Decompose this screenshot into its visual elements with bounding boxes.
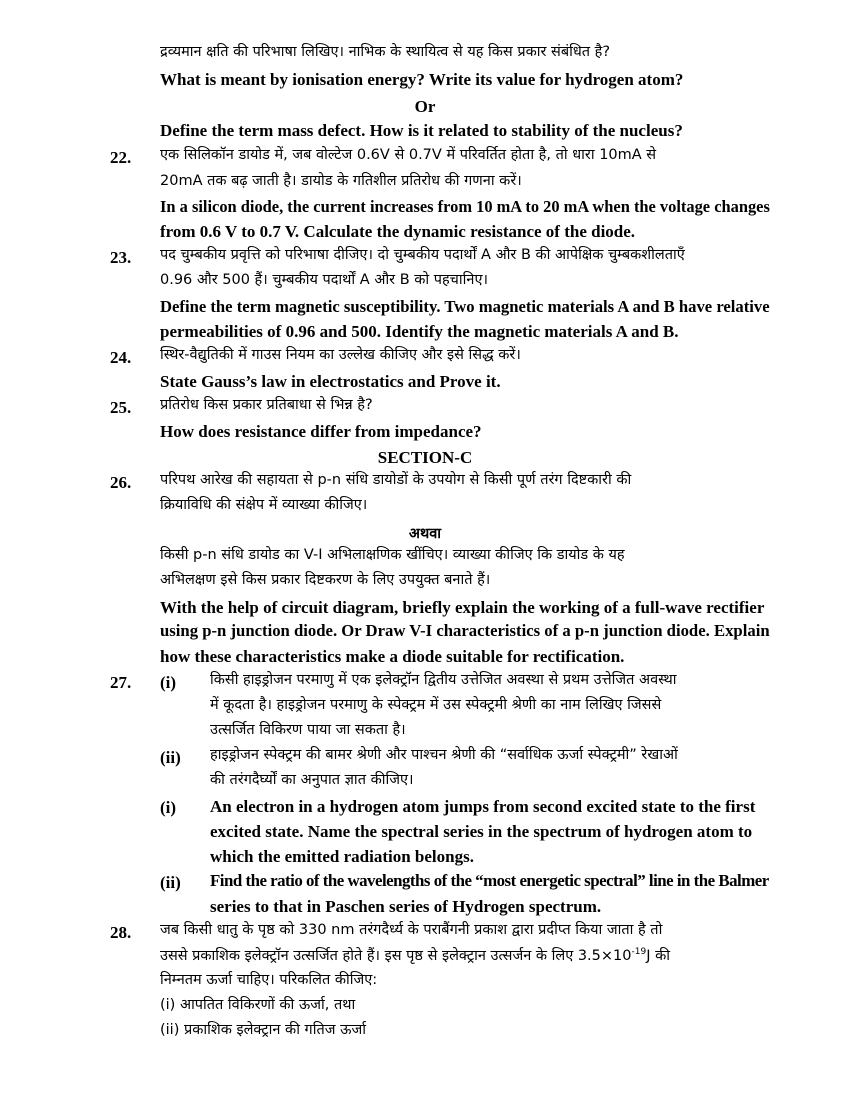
q27-sub-ii-hindi: (ii) [160,748,181,767]
q23-english-line2: permeabilities of 0.96 and 500. Identify the magnetic materials A and B. [160,322,679,341]
q27-hindi-i-line2: में कूदता है। हाइड्रोजन परमाणु के स्पेक्ट्रम में उस स्पेक्ट्रमी श्रेणी का नाम लिखिए जिससे [210,697,662,713]
q27-hindi-i-line3: उत्सर्जित विकिरण पाया जा सकता है। [210,722,406,738]
q26-english-line1: With the help of circuit diagram, briefly explain the working of a full-wave rectifier [160,598,765,617]
q23-number: 23. [110,248,132,267]
q25-number: 25. [110,398,132,417]
q28-hindi-line2 [160,948,670,963]
q28-hindi-line4: (i) आपतित विकिरणों की ऊर्जा, तथा [160,997,356,1013]
q22-number: 22. [110,148,132,167]
q27-hindi-ii-line1: हाइड्रोजन स्पेक्ट्रम की बामर श्रेणी और पाश्चन श्रेणी की “सर्वाधिक ऊर्जा स्पेक्ट्रमी” रेखाओं [210,747,678,763]
q27-english-ii-line2: series to that in Paschen series of Hydrogen spectrum. [210,897,602,916]
q27-number: 27. [110,673,132,692]
q26-hindi-line4: अभिलक्षण इसे किस प्रकार दिष्टकरण के लिए उपयुक्त बनाते हैं। [160,572,491,588]
q23-hindi-line2: 0.96 और 500 हैं। चुम्बकीय पदार्थों A और B को पहचानिए। [160,272,488,288]
q26-athva-label: अथवा [408,526,442,542]
q26-hindi-line2: क्रियाविधि की संक्षेप में व्याख्या कीजिए। [160,497,368,513]
q26-hindi-line3: किसी p-n संधि डायोड का V-I अभिलाक्षणिक खींचिए। व्याख्या कीजिए कि डायोड के यह [160,547,625,563]
q28-number: 28. [110,923,132,942]
q26-hindi-line1: परिपथ आरेख की सहायता से p-n संधि डायोडों के उपयोग से किसी पूर्ण तरंग दिष्टकारी की [160,472,632,488]
q21-english-text: What is meant by ionisation energy? Write its value for hydrogen atom? [160,70,684,89]
q27-sub-i-english: (i) [160,798,177,817]
q21-english-alt: Define the term mass defect. How is it related to stability of the nucleus? [160,121,683,140]
q27-hindi-ii-line2: की तरंगदैर्घ्यों का अनुपात ज्ञात कीजिए। [210,772,414,788]
q28-hindi-line2-unit: J की [646,947,670,964]
q27-hindi-i-line1: किसी हाइड्रोजन परमाणु में एक इलेक्ट्रॉन द्वितीय उत्तेजित अवस्था से प्रथम उत्तेजित अवस्था [210,672,677,688]
q23-hindi-line1: पद चुम्बकीय प्रवृत्ति को परिभाषा दीजिए। दो चुम्बकीय पदार्थों A और B की आपेक्षिक चुम्बकशीलताएँ [160,247,685,263]
q24-hindi-line1: स्थिर-वैद्युतिकी में गाउस नियम का उल्लेख कीजिए और इसे सिद्ध करें। [160,347,521,363]
q24-number: 24. [110,348,132,367]
q22-english-line2: from 0.6 V to 0.7 V. Calculate the dynamic resistance of the diode. [160,222,636,241]
q24-english-line1: State Gauss’s law in electrostatics and Prove it. [160,372,501,391]
q27-english-i-line1: An electron in a hydrogen atom jumps from second excited state to the first [210,797,756,816]
q26-number: 26. [110,473,132,492]
q22-hindi-line2: 20mA तक बढ़ जाती है। डायोड के गतिशील प्रतिरोध की गणना करें। [160,173,522,189]
q21-hindi-text: द्रव्यमान क्षति की परिभाषा लिखिए। नाभिक के स्थायित्व से यह किस प्रकार संबंधित है? [160,44,611,60]
q28-hindi-line1: जब किसी धातु के पृष्ठ को 330 nm तरंगदैर्ध्य के पराबैंगनी प्रकाश द्वारा प्रदीप्त किया जाता है तो [160,922,663,938]
q26-english-line3: how these characteristics make a diode suitable for rectification. [160,647,625,666]
section-c-heading: SECTION-C [377,448,473,467]
q28-hindi-line3: निम्नतम ऊर्जा चाहिए। परिकलित कीजिए: [160,972,378,988]
q25-hindi-line1: प्रतिरोध किस प्रकार प्रतिबाधा से भिन्न है? [160,397,373,413]
q22-hindi-line1: एक सिलिकॉन डायोड में, जब वोल्टेज 0.6V से 0.7V में परिवर्तित होता है, तो धारा 10mA से [160,147,657,163]
q27-english-ii-line1: Find the ratio of the wavelengths of the “most energetic spectral” line in the Balmer [210,871,769,890]
q27-sub-i-hindi: (i) [160,673,177,692]
q27-sub-ii-english: (ii) [160,873,181,892]
q27-english-i-line3: which the emitted radiation belongs. [210,847,474,866]
q28-hindi-line2-text: उससे प्रकाशिक इलेक्ट्रॉन उत्सर्जित होते हैं। इस पृष्ठ से इलेक्ट्रान उत्सर्जन के लिए 3.5×10 [160,947,632,964]
q23-english-line1: Define the term magnetic susceptibility. Two magnetic materials A and B have relative [160,297,770,316]
q28-exponent: -19 [631,947,647,957]
q27-english-i-line2: excited state. Name the spectral series in the spectrum of hydrogen atom to [210,822,753,841]
q26-english-line2: using p-n junction diode. Or Draw V-I characteristics of a p-n junction diode. Explain [160,621,770,640]
q21-or-label: Or [414,97,436,116]
q25-english-line1: How does resistance differ from impedance? [160,422,482,441]
q28-hindi-line5: (ii) प्रकाशिक इलेक्ट्रान की गतिज ऊर्जा [160,1022,367,1038]
q22-english-line1: In a silicon diode, the current increases from 10 mA to 20 mA when the voltage changes [160,197,770,216]
